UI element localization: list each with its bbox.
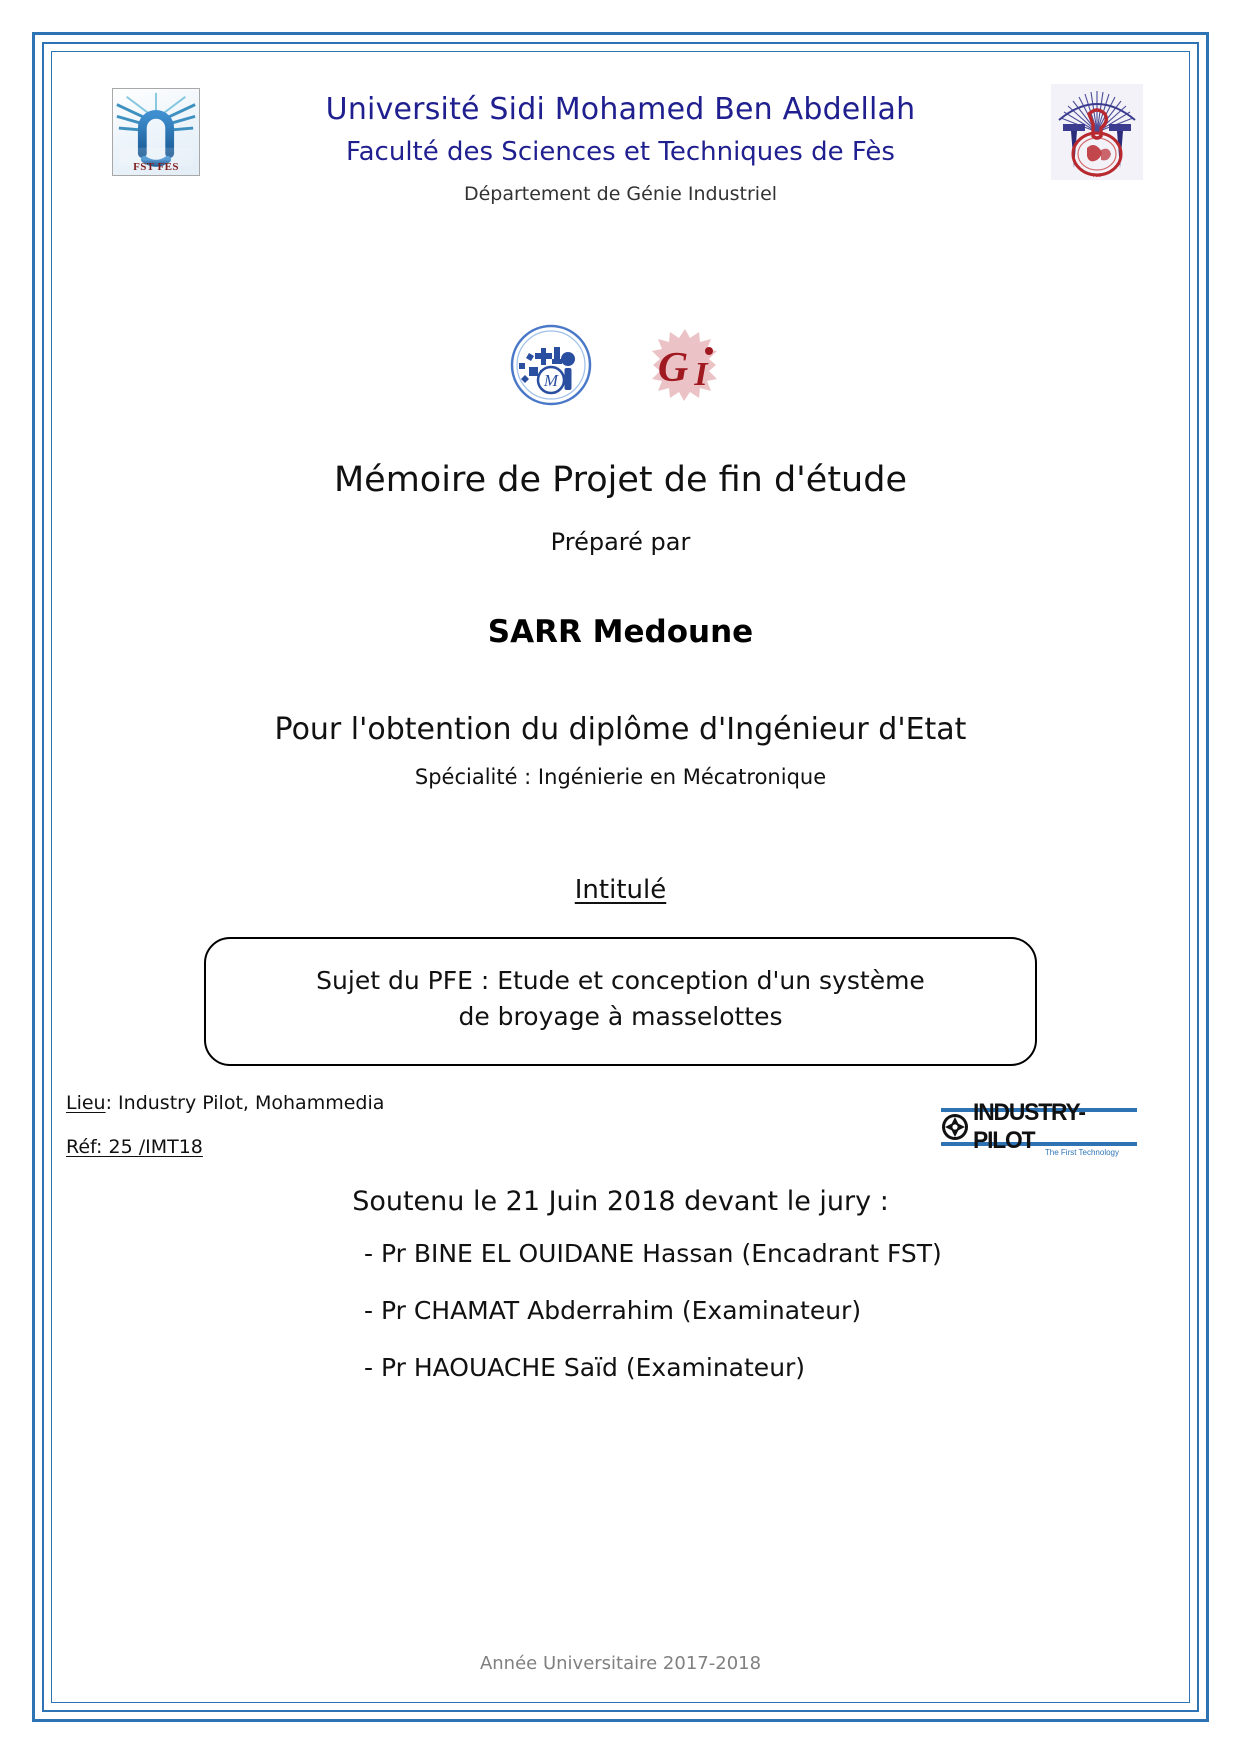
jury-member: - Pr BINE EL OUIDANE Hassan (Encadrant FST) (364, 1238, 942, 1268)
gi-logo-letter-g: G (657, 345, 688, 391)
author-name: SARR Medoune (487, 614, 754, 650)
industry-pilot-tagline: The First Technology (1044, 1147, 1119, 1157)
intitule-label (64, 875, 1177, 905)
intitule-label-text: Intitulé (574, 875, 667, 905)
jury-member: - Pr CHAMAT Abderrahim (Examinateur) (364, 1295, 862, 1325)
page-header (64, 62, 1177, 252)
jury-members-list (64, 1239, 1177, 1382)
university-name: Université Sidi Mohamed Ben Abdellah (325, 92, 916, 127)
jury-member: - Pr HAOUACHE Saïd (Examinateur) (364, 1352, 806, 1382)
gi-logo-letter-i: I (693, 356, 708, 393)
cover-page (64, 62, 1177, 1692)
industry-pilot-logo (941, 1098, 1137, 1160)
diploma-statement: Pour l'obtention du diplôme d'Ingénieur d'Etat (274, 712, 967, 747)
subject-line-1: Sujet du PFE : Etude et conception d'un système (316, 966, 925, 995)
imt-logo-letter: M (543, 371, 558, 390)
fst-fes-logo-label: FST FES (133, 161, 179, 173)
ref-label: Réf: 25 /IMT18 (66, 1135, 203, 1158)
program-emblems (64, 322, 1177, 408)
subject-title-box (204, 937, 1037, 1066)
meta-block (64, 1092, 1177, 1184)
industry-pilot-badge-icon (941, 1113, 969, 1141)
imt-gear-logo (509, 323, 593, 407)
subject-line-2: de broyage à masselottes (458, 1002, 783, 1032)
prepared-by-label: Préparé par (550, 528, 691, 556)
gi-starburst-icon (639, 323, 733, 407)
university-heading-block (64, 88, 1177, 205)
svg-text:FES: FES (1092, 174, 1102, 179)
gi-starburst-logo (639, 323, 733, 407)
department-name: Département de Génie Industriel (463, 183, 778, 206)
academic-year-footer: Année Universitaire 2017-2018 (479, 1653, 762, 1674)
document-type-title: Mémoire de Projet de fin d'étude (333, 460, 907, 500)
specialty-line: Spécialité : Ingénierie en Mécatronique (414, 765, 827, 789)
lieu-label: Lieu (66, 1091, 106, 1114)
imt-gear-icon (509, 323, 593, 407)
industry-pilot-name: INDUSTRY-PILOT (973, 1098, 1085, 1154)
lieu-value: : Industry Pilot, Mohammedia (105, 1091, 385, 1114)
jury-heading: Soutenu le 21 Juin 2018 devant le jury : (352, 1185, 889, 1217)
faculty-name: Faculté des Sciences et Techniques de Fès (346, 136, 895, 167)
